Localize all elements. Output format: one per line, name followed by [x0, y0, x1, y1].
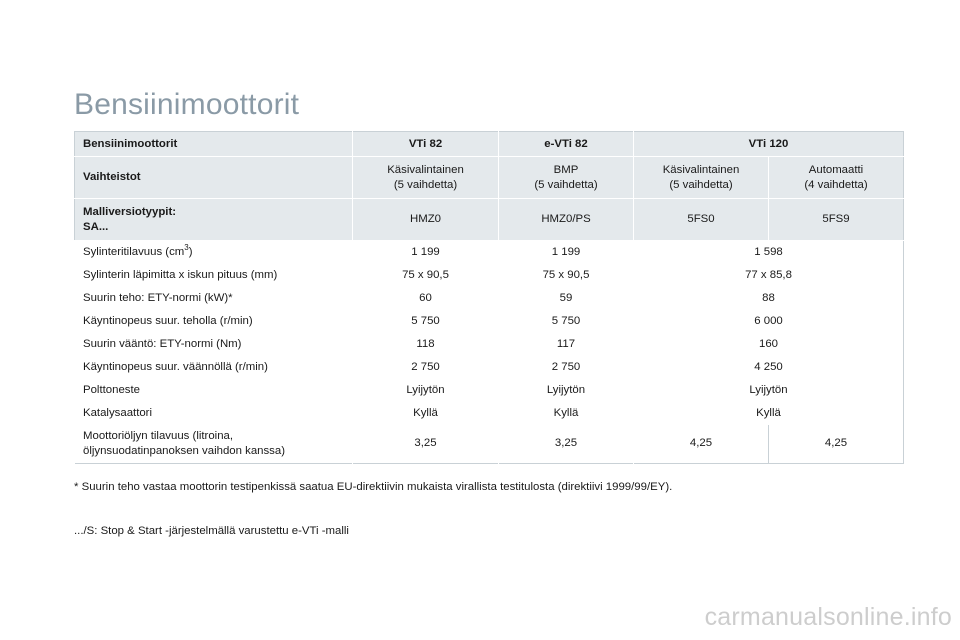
row-value-vti120: 6 000 — [634, 310, 904, 333]
header-label: Bensiinimoottorit — [75, 132, 353, 157]
gearbox-label: Vaihteistot — [75, 157, 353, 199]
header-col-evti82: e-VTi 82 — [499, 132, 634, 157]
oil-capacity-evti82: 3,25 — [499, 425, 634, 464]
row-value-evti82: 117 — [499, 333, 634, 356]
gearbox-col4-type: Automaatti — [808, 163, 864, 176]
gearbox-col4 — [769, 157, 904, 199]
header-col-vti82: VTi 82 — [353, 132, 499, 157]
row-value-vti82: 118 — [353, 333, 499, 356]
row-value-vti120: 4 250 — [634, 356, 904, 379]
row-label — [75, 241, 353, 264]
row-label-end: ) — [188, 245, 193, 258]
gearbox-col2-gears: (5 vaihdetta) — [534, 178, 598, 191]
row-value-evti82: 75 x 90,5 — [499, 264, 634, 287]
table-row — [75, 264, 904, 287]
row-label: Polttoneste — [75, 379, 353, 402]
row-label: Suurin vääntö: ETY-normi (Nm) — [75, 333, 353, 356]
oil-capacity-label — [75, 425, 353, 464]
row-label: Katalysaattori — [75, 402, 353, 425]
table-row — [75, 287, 904, 310]
row-value-vti120: 88 — [634, 287, 904, 310]
row-label: Suurin teho: ETY-normi (kW)* — [75, 287, 353, 310]
table-header-row — [75, 132, 904, 157]
oil-capacity-vti120-manual: 4,25 — [634, 425, 769, 464]
row-label: Käyntinopeus suur. väännöllä (r/min) — [75, 356, 353, 379]
stop-start-note: .../S: Stop & Start -järjestelmällä varustettu e-VTi -malli — [74, 525, 349, 537]
row-value-vti120: 77 x 85,8 — [634, 264, 904, 287]
row-value-vti82: 1 199 — [353, 241, 499, 264]
row-value-evti82: 59 — [499, 287, 634, 310]
table-row — [75, 402, 904, 425]
row-value-evti82: 5 750 — [499, 310, 634, 333]
row-value-evti82: Lyijytön — [499, 379, 634, 402]
row-value-vti82: 75 x 90,5 — [353, 264, 499, 287]
row-label-sup: 3 — [184, 242, 189, 252]
model-version-3: 5FS0 — [634, 199, 769, 241]
row-value-vti82: Kyllä — [353, 402, 499, 425]
model-versions-row — [75, 199, 904, 241]
page-title: Bensiinimoottorit — [74, 88, 300, 121]
model-versions-label-line1: Malliversiotyypit: — [83, 205, 177, 218]
row-value-vti120: Lyijytön — [634, 379, 904, 402]
row-value-vti120: 160 — [634, 333, 904, 356]
row-value-vti120: 1 598 — [634, 241, 904, 264]
row-value-vti120: Kyllä — [634, 402, 904, 425]
oil-capacity-vti82: 3,25 — [353, 425, 499, 464]
gearbox-col1-gears: (5 vaihdetta) — [393, 178, 458, 191]
gearbox-col3-gears: (5 vaihdetta) — [669, 178, 733, 191]
gearbox-row — [75, 157, 904, 199]
model-version-1: HMZ0 — [353, 199, 499, 241]
gearbox-col2 — [499, 157, 634, 199]
footnote: * Suurin teho vastaa moottorin testipenkissä saatua EU-direktiivin mukaista virallista testitulosta (direktiivi 1999/99/EY). — [74, 481, 673, 493]
model-version-4: 5FS9 — [769, 199, 904, 241]
row-value-evti82: 1 199 — [499, 241, 634, 264]
row-value-vti82: 5 750 — [353, 310, 499, 333]
table-row — [75, 241, 904, 264]
gearbox-col3-type: Käsivalintainen — [662, 163, 740, 176]
model-versions-label-line2: SA... — [83, 220, 109, 233]
row-value-evti82: 2 750 — [499, 356, 634, 379]
row-label: Sylinterin läpimitta x iskun pituus (mm) — [75, 264, 353, 287]
gearbox-col1-type: Käsivalintainen — [387, 163, 464, 176]
gearbox-col1 — [353, 157, 499, 199]
row-label-text: Sylinteritilavuus (cm — [83, 245, 185, 258]
watermark: carmanualsonline.info — [704, 603, 952, 631]
header-col-vti120: VTi 120 — [634, 132, 904, 157]
gearbox-col2-type: BMP — [553, 163, 579, 176]
table-row — [75, 379, 904, 402]
oil-capacity-row — [75, 425, 904, 464]
table-row — [75, 333, 904, 356]
gearbox-col4-gears: (4 vaihdetta) — [804, 178, 868, 191]
oil-capacity-vti120-auto: 4,25 — [769, 425, 904, 464]
row-value-vti82: 2 750 — [353, 356, 499, 379]
model-version-2: HMZ0/PS — [499, 199, 634, 241]
gearbox-col3 — [634, 157, 769, 199]
engine-spec-table — [74, 131, 904, 464]
model-versions-label — [75, 199, 353, 241]
oil-capacity-label-line2: öljynsuodatinpanoksen vaihdon kanssa) — [83, 444, 286, 457]
table-row — [75, 356, 904, 379]
row-label: Käyntinopeus suur. teholla (r/min) — [75, 310, 353, 333]
row-value-vti82: 60 — [353, 287, 499, 310]
table-row — [75, 310, 904, 333]
oil-capacity-label-line1: Moottoriöljyn tilavuus (litroina, — [83, 429, 234, 442]
row-value-vti82: Lyijytön — [353, 379, 499, 402]
row-value-evti82: Kyllä — [499, 402, 634, 425]
